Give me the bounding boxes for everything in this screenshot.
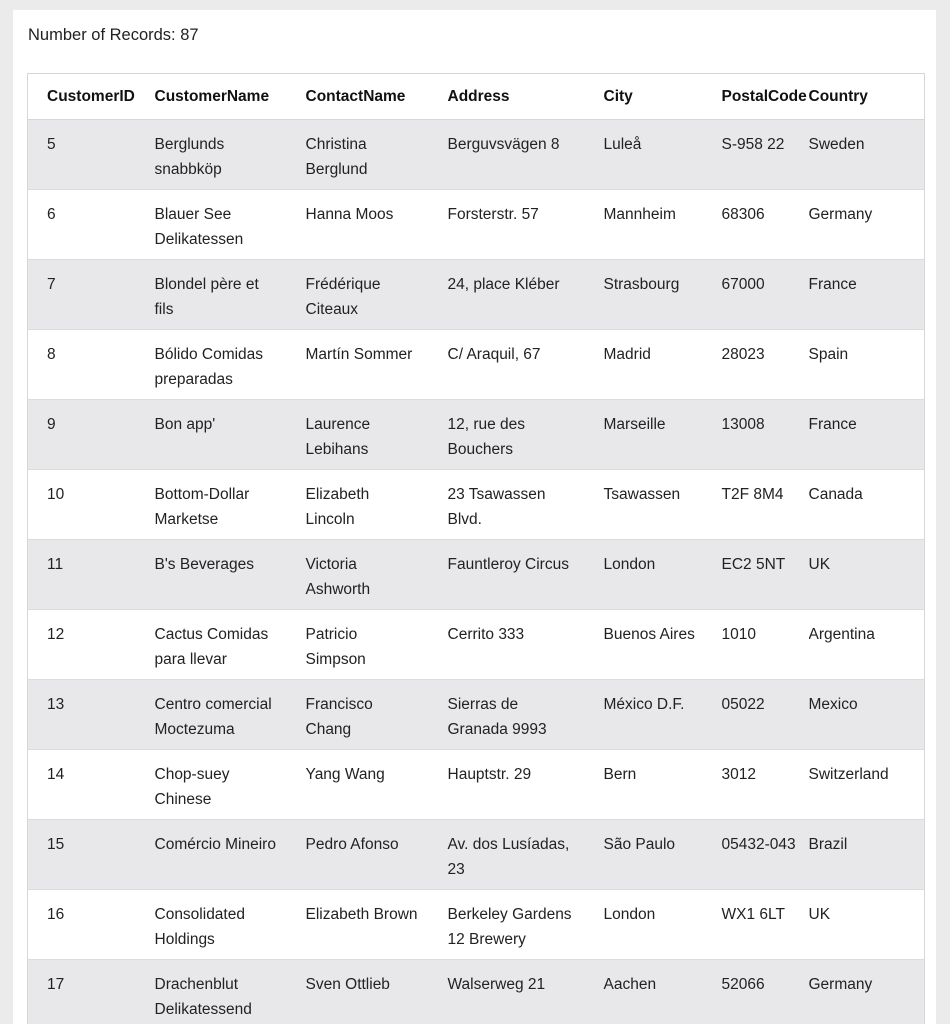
cell-customer-id: 16 [28,890,137,960]
customers-table [27,73,925,1024]
cell-postal-code: WX1 6LT [703,890,809,960]
cell-customer-id: 13 [28,680,137,750]
cell-contact-name: Christina Berglund [287,120,429,190]
cell-city: Marseille [585,400,703,470]
cell-customer-name: Berglunds snabbköp [137,120,287,190]
cell-address: Fauntleroy Circus [429,540,585,610]
cell-postal-code: 13008 [703,400,809,470]
cell-country: Argentina [809,610,925,680]
cell-customer-name: Comércio Mineiro [137,820,287,890]
table-row [28,540,925,610]
cell-postal-code: 05022 [703,680,809,750]
table-row [28,120,925,190]
cell-contact-name: Sven Ottlieb [287,960,429,1024]
cell-postal-code: 67000 [703,260,809,330]
cell-postal-code: 28023 [703,330,809,400]
record-count: Number of Records: 87 [28,26,199,44]
cell-country: Germany [809,960,925,1024]
cell-customer-name: Blauer See Delikatessen [137,190,287,260]
cell-contact-name: Laurence Lebihans [287,400,429,470]
cell-city: Tsawassen [585,470,703,540]
cell-customer-id: 10 [28,470,137,540]
cell-postal-code: 1010 [703,610,809,680]
cell-country: Switzerland [809,750,925,820]
header-country: Country [809,74,925,120]
cell-city: México D.F. [585,680,703,750]
cell-customer-id: 9 [28,400,137,470]
cell-address: Cerrito 333 [429,610,585,680]
cell-postal-code: 52066 [703,960,809,1024]
cell-city: Strasbourg [585,260,703,330]
cell-address: Hauptstr. 29 [429,750,585,820]
cell-customer-id: 6 [28,190,137,260]
cell-customer-id: 15 [28,820,137,890]
cell-customer-name: Chop-suey Chinese [137,750,287,820]
cell-customer-id: 12 [28,610,137,680]
cell-customer-name: Bon app' [137,400,287,470]
cell-country: UK [809,540,925,610]
cell-customer-id: 14 [28,750,137,820]
table-row [28,680,925,750]
results-panel [13,10,936,1024]
cell-contact-name: Victoria Ashworth [287,540,429,610]
cell-postal-code: 68306 [703,190,809,260]
cell-customer-name: Bottom-Dollar Marketse [137,470,287,540]
cell-postal-code: 05432-043 [703,820,809,890]
cell-country: Sweden [809,120,925,190]
cell-city: London [585,890,703,960]
cell-country: Mexico [809,680,925,750]
cell-customer-id: 17 [28,960,137,1024]
cell-customer-id: 5 [28,120,137,190]
table-row [28,190,925,260]
cell-contact-name: Elizabeth Brown [287,890,429,960]
cell-city: Mannheim [585,190,703,260]
header-address: Address [429,74,585,120]
cell-contact-name: Yang Wang [287,750,429,820]
cell-address: Berkeley Gardens 12 Brewery [429,890,585,960]
table-row [28,820,925,890]
cell-city: Luleå [585,120,703,190]
cell-customer-name: Drachenblut Delikatessend [137,960,287,1024]
cell-customer-name: B's Beverages [137,540,287,610]
cell-customer-id: 8 [28,330,137,400]
cell-address: 12, rue des Bouchers [429,400,585,470]
cell-contact-name: Frédérique Citeaux [287,260,429,330]
table-row [28,330,925,400]
cell-customer-id: 7 [28,260,137,330]
cell-address: Av. dos Lusíadas, 23 [429,820,585,890]
header-contact-name: ContactName [287,74,429,120]
cell-contact-name: Elizabeth Lincoln [287,470,429,540]
table-row [28,960,925,1024]
cell-country: Brazil [809,820,925,890]
table-row [28,890,925,960]
cell-city: London [585,540,703,610]
cell-address: Forsterstr. 57 [429,190,585,260]
table-body [28,120,925,1024]
cell-postal-code: EC2 5NT [703,540,809,610]
cell-city: Bern [585,750,703,820]
cell-contact-name: Patricio Simpson [287,610,429,680]
cell-address: Walserweg 21 [429,960,585,1024]
cell-country: France [809,400,925,470]
cell-customer-name: Blondel père et fils [137,260,287,330]
table-row [28,400,925,470]
table-header-row [28,74,925,120]
cell-city: Buenos Aires [585,610,703,680]
cell-country: UK [809,890,925,960]
cell-address: Sierras de Granada 9993 [429,680,585,750]
cell-country: Canada [809,470,925,540]
cell-address: Berguvsvägen 8 [429,120,585,190]
table-row [28,750,925,820]
cell-postal-code: S-958 22 [703,120,809,190]
table-row [28,260,925,330]
customers-table-wrapper [27,73,924,1024]
cell-contact-name: Hanna Moos [287,190,429,260]
cell-customer-name: Consolidated Holdings [137,890,287,960]
cell-city: Madrid [585,330,703,400]
cell-city: São Paulo [585,820,703,890]
cell-postal-code: T2F 8M4 [703,470,809,540]
cell-postal-code: 3012 [703,750,809,820]
cell-customer-name: Bólido Comidas preparadas [137,330,287,400]
cell-country: Germany [809,190,925,260]
cell-customer-name: Cactus Comidas para llevar [137,610,287,680]
cell-address: 23 Tsawassen Blvd. [429,470,585,540]
table-row [28,470,925,540]
cell-customer-name: Centro comercial Moctezuma [137,680,287,750]
cell-country: France [809,260,925,330]
cell-country: Spain [809,330,925,400]
header-customer-name: CustomerName [137,74,287,120]
header-city: City [585,74,703,120]
cell-address: 24, place Kléber [429,260,585,330]
header-customer-id: CustomerID [28,74,137,120]
cell-contact-name: Francisco Chang [287,680,429,750]
header-postal-code: PostalCode [703,74,809,120]
cell-contact-name: Pedro Afonso [287,820,429,890]
cell-customer-id: 11 [28,540,137,610]
cell-address: C/ Araquil, 67 [429,330,585,400]
cell-city: Aachen [585,960,703,1024]
table-row [28,610,925,680]
cell-contact-name: Martín Sommer [287,330,429,400]
